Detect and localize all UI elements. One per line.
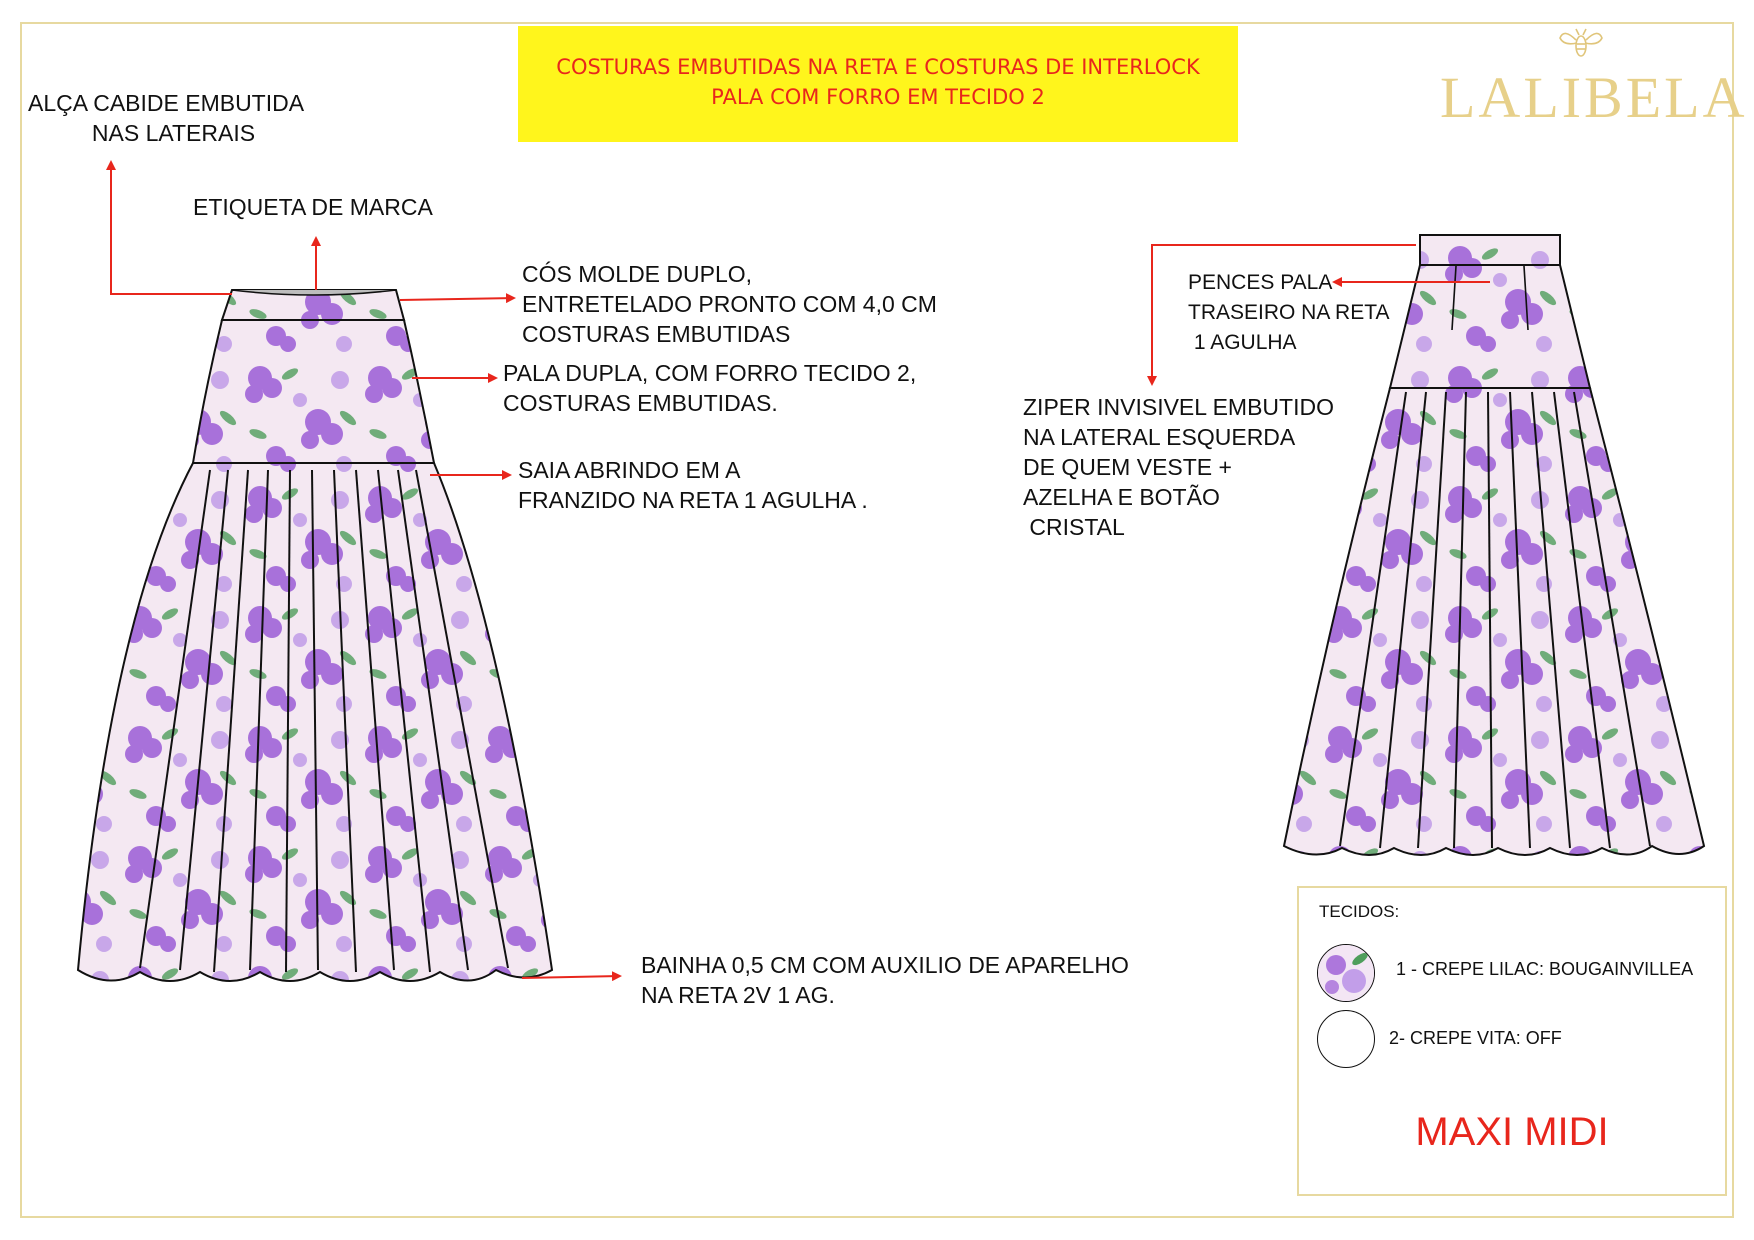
white-swatch	[1317, 1010, 1375, 1068]
model-name: MAXI MIDI	[1415, 1110, 1609, 1154]
note-yoke: PALA DUPLA, COM FORRO TECIDO 2, COSTURAS EMBUTIDAS.	[503, 360, 917, 416]
floral-swatch	[1317, 944, 1375, 1002]
note-hanger-loop: ALÇA CABIDE EMBUTIDA NAS LATERAIS	[28, 90, 305, 146]
fabrics-legend	[1297, 886, 1727, 1196]
banner-line-2: PALA COM FORRO EM TECIDO 2	[711, 85, 1045, 109]
fabric-2-label: 2- CREPE VITA: OFF	[1389, 1028, 1562, 1048]
back-yoke	[1390, 265, 1590, 388]
brand-logo: LALIBELA	[1440, 65, 1748, 130]
back-waistband	[1420, 235, 1560, 265]
note-brand-label: ETIQUETA DE MARCA	[193, 194, 433, 220]
fabric-1-label: 1 - CREPE LILAC: BOUGAINVILLEA	[1396, 959, 1694, 979]
fabrics-title: TECIDOS:	[1319, 902, 1400, 921]
back-skirt-body	[1284, 388, 1704, 855]
front-skirt-drawing	[78, 290, 552, 981]
note-waistband: CÓS MOLDE DUPLO, ENTRETELADO PRONTO COM 4,0 CM COSTURAS EMBUTIDAS	[522, 261, 937, 347]
back-skirt-drawing	[1284, 235, 1704, 855]
note-skirt: SAIA ABRINDO EM A FRANZIDO NA RETA 1 AGULHA .	[518, 457, 868, 513]
note-zipper: ZIPER INVISIVEL EMBUTIDO NA LATERAL ESQUERDA DE QUEM VESTE + AZELHA E BOTÃO CRISTAL	[1023, 394, 1334, 540]
note-hem: BAINHA 0,5 CM COM AUXILIO DE APARELHO NA RETA 2V 1 AG.	[641, 952, 1129, 1008]
note-back-darts: PENCES PALA TRASEIRO NA RETA 1 AGULHA	[1188, 271, 1390, 354]
banner-line-1: COSTURAS EMBUTIDAS NA RETA E COSTURAS DE INTERLOCK	[556, 55, 1200, 79]
front-yoke	[193, 320, 434, 463]
